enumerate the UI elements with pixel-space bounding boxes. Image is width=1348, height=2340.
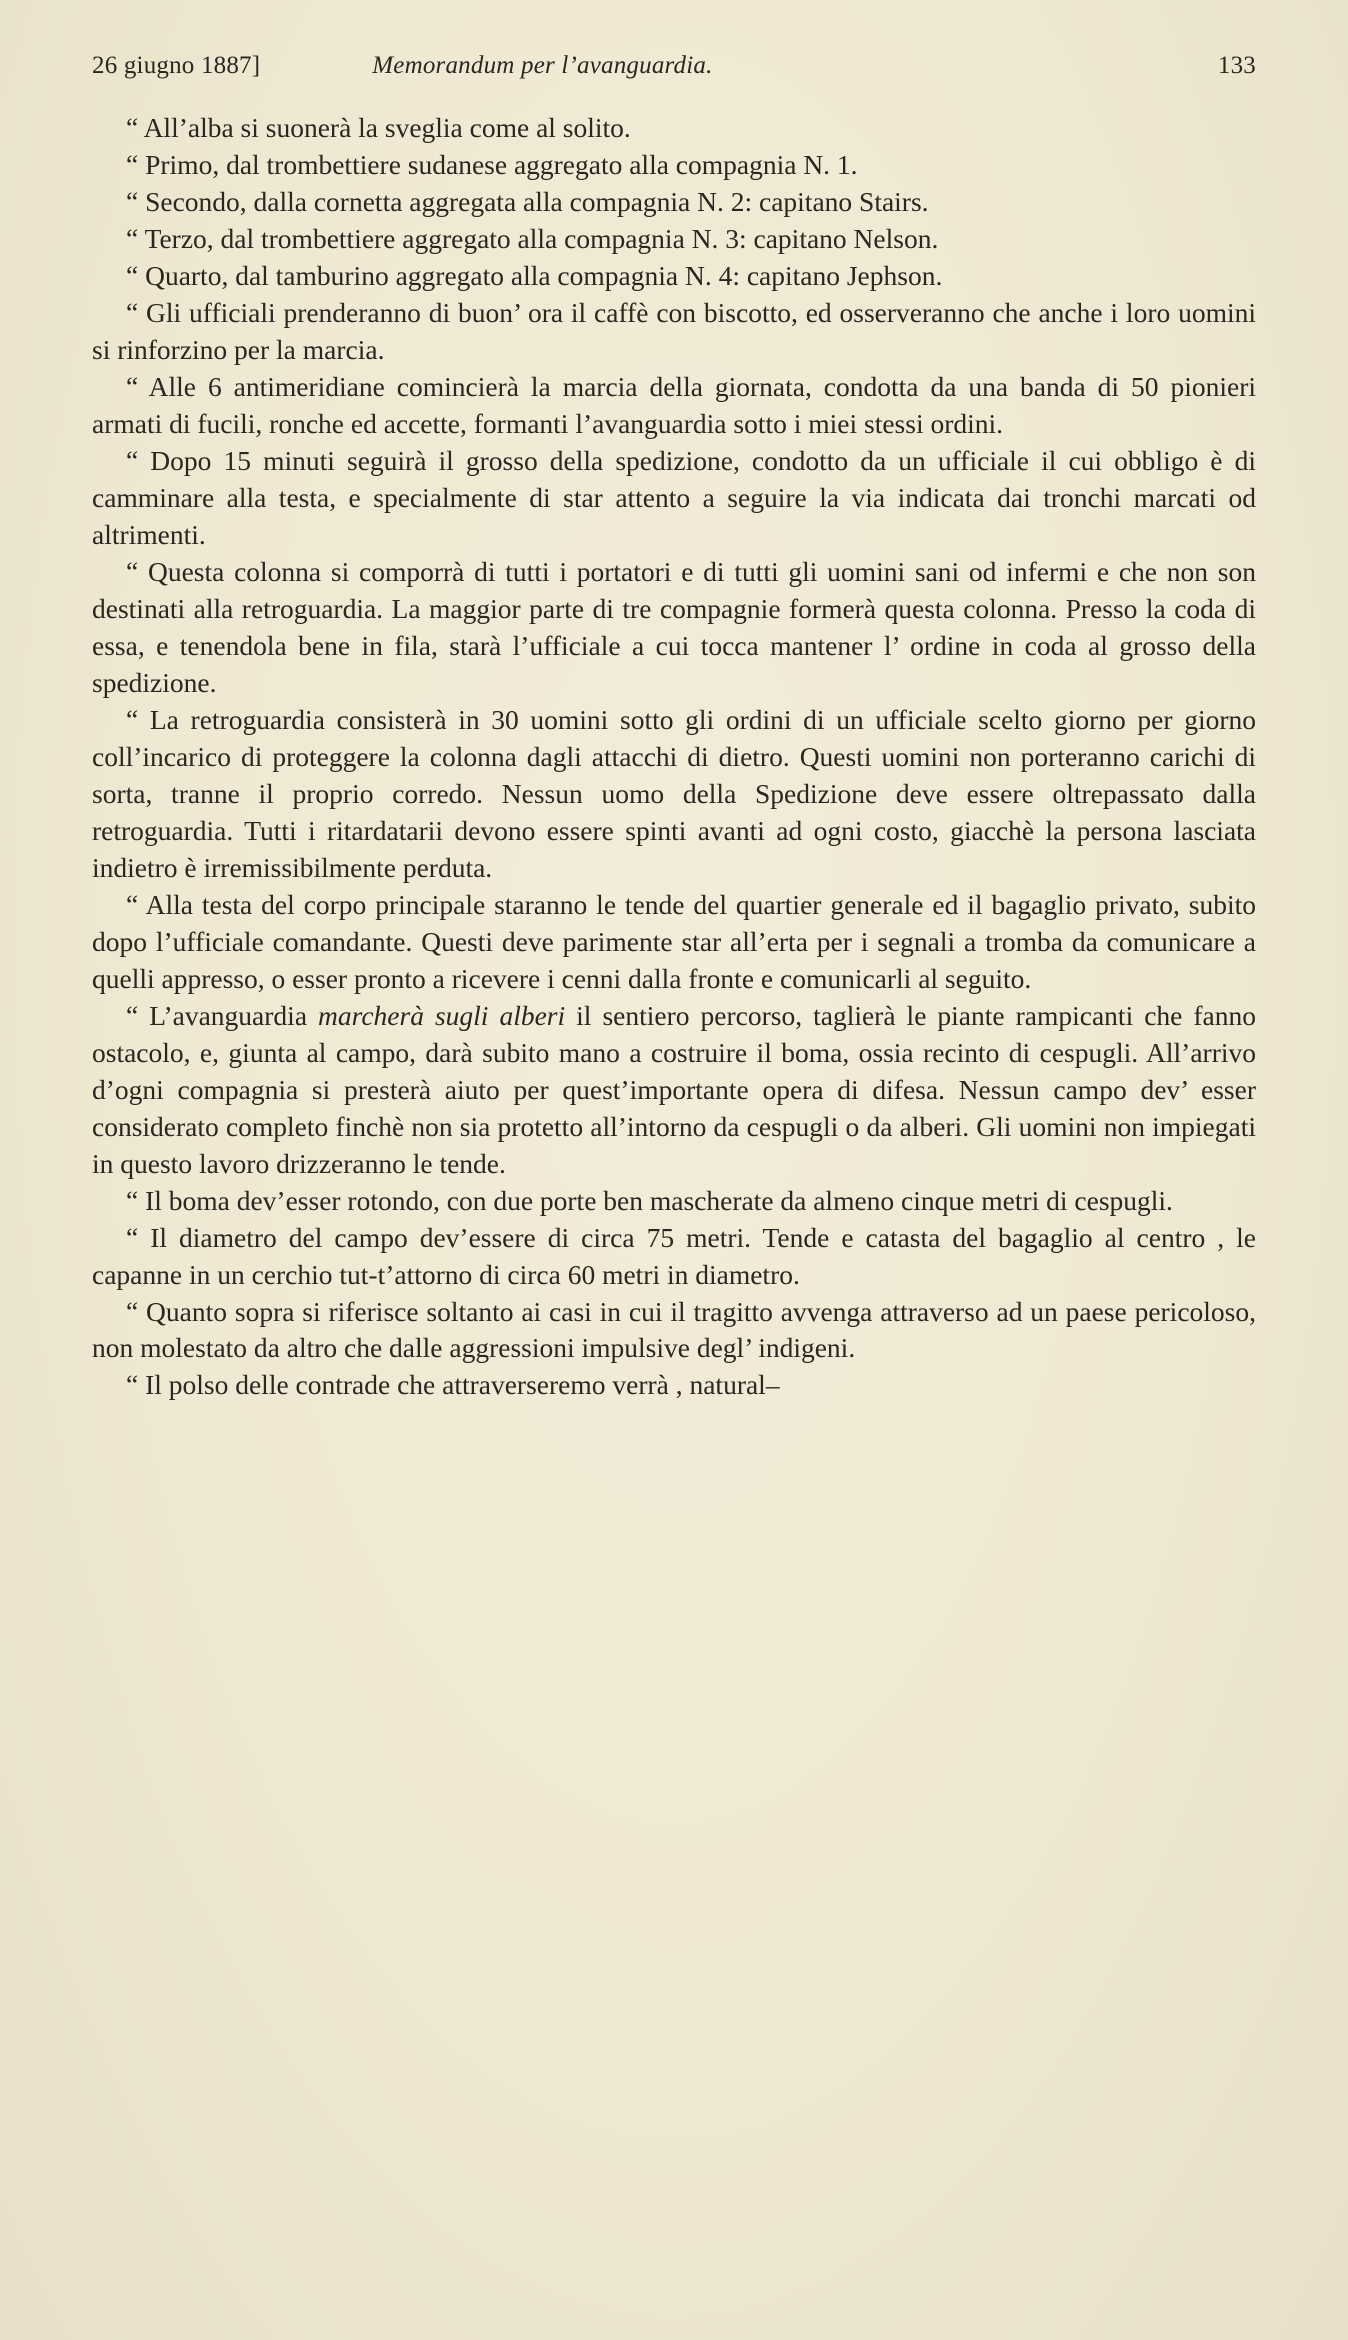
paragraph: “ Alle 6 antimeridiane comincierà la marcia della giornata, condotta da una banda di 50 pionieri armati di fucili, ronche ed accette, formanti l’avanguardia sotto i miei stessi ordini. (92, 370, 1256, 439)
paragraph: “ Il boma dev’esser rotondo, con due porte ben mascherate da almeno cinque metri di cespugli. (126, 1184, 1173, 1216)
paragraph: “ La retroguardia consisterà in 30 uomini sotto gli ordini di un ufficiale scelto giorno per giorno coll’incarico di proteggere la colonna dagli attacchi di dietro. Questi uomini non porteranno carichi di sorta, tranne il proprio corredo. Nessun uomo della Spedizione deve essere oltrepassato dalla retroguardia. Tutti i ritardatarii devono essere spinti avanti ad ogni costo, giacchè la persona lasciata indietro è irremissibilmente perduta. (92, 703, 1256, 883)
paragraph: “ Secondo, dalla cornetta aggregata alla compagnia N. 2: capitano Stairs. (126, 185, 929, 217)
page-body (92, 110, 1256, 1404)
header-running-title: Memorandum per l’avanguardia. (372, 52, 713, 79)
paragraph: “ Quarto, dal tamburino aggregato alla compagnia N. 4: capitano Jephson. (126, 259, 943, 291)
paragraph: “ Gli ufficiali prenderanno di buon’ ora il caffè con biscotto, ed osserveranno che anche i loro uomini si rinforzino per la marcia. (92, 296, 1256, 365)
paragraph-avanguardia (92, 998, 1256, 1183)
header-date: 26 giugno 1887] (92, 52, 261, 79)
paragraph: “ Quanto sopra si riferisce soltanto ai casi in cui il tragitto avvenga attraverso ad un paese pericoloso, non molestato da altro che dalle aggressioni impulsive degl’ indigeni. (92, 1295, 1256, 1364)
paragraph: “ Terzo, dal trombettiere aggregato alla compagnia N. 3: capitano Nelson. (126, 222, 939, 254)
paragraph-text-after: il sentiero percorso, taglierà le piante rampicanti che fanno ostacolo, e, giunta al campo, darà subito mano a costruire il boma, ossia recinto di cespugli. All’arrivo d’ogni compagnia si presterà aiuto per quest’importante opera di difesa. Nessun campo dev’ esser considerato completo finchè non sia protetto all’intorno da cespugli o da alberi. Gli uomini non impiegati in questo lavoro drizzeranno le tende. (92, 999, 1257, 1179)
paragraph: “ Dopo 15 minuti seguirà il grosso della spedizione, condotto da un ufficiale il cui obbligo è di camminare alla testa, e specialmente di star attento a seguire la via indicata dai tronchi marcati od altrimenti. (92, 444, 1256, 550)
paragraph-text-before: “ L’avanguardia (126, 999, 319, 1031)
page-header (92, 52, 1256, 80)
italic-phrase: marcherà sugli alberi (318, 999, 566, 1031)
paragraph: “ Primo, dal trombettiere sudanese aggregato alla compagnia N. 1. (126, 148, 858, 180)
paragraph: “ Alla testa del corpo principale staranno le tende del quartier generale ed il bagaglio privato, subito dopo l’ufficiale comandante. Questi deve parimente star all’erta per i segnali a tromba da comunicare a quelli appresso, o esser pronto a ricevere i cenni dalla fronte e comunicarli al seguito. (92, 888, 1256, 994)
page-number: 133 (1217, 52, 1256, 79)
paragraph: “ Il diametro del campo dev’essere di circa 75 metri. Tende e catasta del bagaglio al centro , le capanne in un cerchio tut-t’attorno di circa 60 metri in diametro. (92, 1221, 1256, 1290)
paragraph: “ Questa colonna si comporrà di tutti i portatori e di tutti gli uomini sani od infermi e che non son destinati alla retroguardia. La maggior parte di tre compagnie formerà questa colonna. Presso la coda di essa, e tenendola bene in fila, starà l’ufficiale a cui tocca mantener l’ ordine in coda al grosso della spedizione. (92, 555, 1256, 698)
paragraph: “ All’alba si suonerà la sveglia come al solito. (126, 112, 631, 143)
paragraph: “ Il polso delle contrade che attraverseremo verrà , natural– (126, 1369, 780, 1401)
